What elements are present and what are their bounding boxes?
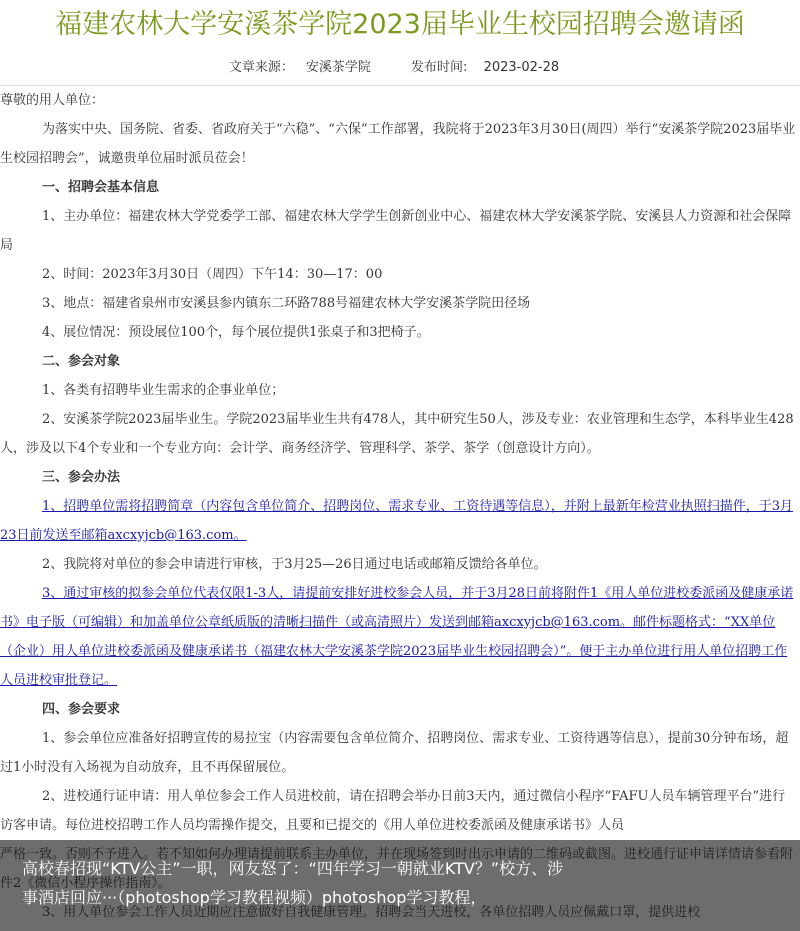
article-meta	[0, 56, 800, 75]
publish-date	[411, 60, 571, 75]
section-heading-basic-info: 一、招聘会基本信息	[42, 180, 160, 195]
participants-1: 1、各类有招聘毕业生需求的企事业单位；	[42, 383, 285, 398]
method-paragraph-2: 2、我院将对单位的参会申请进行审核，于3月25—26日通过电话或邮箱反馈给各单位。	[42, 557, 547, 572]
section-heading-participants: 二、参会对象	[42, 354, 121, 369]
section-heading-requirements: 四、参会要求	[42, 702, 121, 717]
article-title: 福建农林大学安溪茶学院2023届毕业生校园招聘会邀请函	[55, 9, 745, 40]
caption-line-1: 高校春招现“KTV公主”一职，网友怒了：“四年学习一朝就业KTV？”校方、涉	[22, 859, 564, 878]
source	[229, 60, 383, 75]
date-value: 2023-02-28	[483, 60, 560, 75]
method-link-1[interactable]: 1、招聘单位需将招聘简章（内容包含单位简介、招聘岗位、需求专业、工资待遇等信息），并附上最新年检营业执照扫描件，于3月23日前发送至邮箱axcxyjcb@163.com。	[0, 499, 794, 543]
caption-overlay	[0, 840, 800, 931]
intro-paragraph: 为落实中央、国务院、省委、省政府关于“六稳”、“六保”工作部署，我院将于2023年3月30日(周四）举行“安溪茶学院2023届毕业生校园招聘会”，诚邀贵单位届时派员莅会！	[0, 122, 796, 166]
date-label: 发布时间:	[411, 60, 472, 75]
greeting: 尊敬的用人单位：	[0, 93, 105, 108]
location-paragraph: 3、地点：福建省泉州市安溪县参内镇东二环路788号福建农林大学安溪茶学院田径场	[42, 296, 531, 311]
method-link-3[interactable]: 3、通过审核的拟参会单位代表仅限1-3人，请提前安排好进校参会人员，并于3月28日前将附件1《用人单位进校委派函及健康承诺书》电子版（可编辑）和加盖单位公章纸质版的清晰扫描件（或高清照片）发送到邮箱axcxyjcb@163.com。邮件标题格式：“XX单位（企业）用人单位进校委派函及健康承诺书（福建农林大学安溪茶学院2023届毕业生校园招聘会）”。便于主办单位进行用人单位招聘工作人员进校审批登记。	[0, 586, 794, 688]
booth-paragraph: 4、展位情况：预设展位100个，每个展位提供1张桌子和3把椅子。	[42, 325, 430, 340]
source-value[interactable]: 安溪茶学院	[305, 60, 371, 75]
caption-line-2: 事酒店回应···（photoshop学习教程视频）photoshop学习教程，	[22, 888, 487, 907]
organizer-paragraph: 1、主办单位：福建农林大学党委学工部、福建农林大学学生创新创业中心、福建农林大学安溪茶学院、安溪县人力资源和社会保障局	[0, 209, 792, 253]
requirement-1: 1、参会单位应准备好招聘宣传的易拉宝（内容需要包含单位简介、招聘岗位、需求专业、工资待遇等信息），提前30分钟布场，超过1小时没有入场视为自动放弃，且不再保留展位。	[0, 731, 789, 775]
caption-text	[22, 854, 782, 912]
time-paragraph: 2、时间：2023年3月30日（周四）下午14：30—17：00	[42, 267, 383, 282]
participants-2: 2、安溪茶学院2023届毕业生。学院2023届毕业生共有478人，其中研究生50人，涉及专业：农业管理和生态学，本科毕业生428人，涉及以下4个专业和一个专业方向：会计学、商务经济学、管理科学、茶学、茶学（创意设计方向）。	[0, 412, 794, 456]
source-label: 文章来源：	[228, 60, 294, 75]
section-heading-method: 三、参会办法	[42, 470, 121, 485]
requirement-2: 2、进校通行证申请：用人单位参会工作人员进校前，请在招聘会举办日前3天内，通过微信小程序“FAFU人员车辆管理平台”进行访客申请。每位进校招聘工作人员均需操作提交，且要和已提交的《用人单位进校委派函及健康承诺书》人员	[0, 789, 786, 833]
article-body	[0, 86, 800, 927]
